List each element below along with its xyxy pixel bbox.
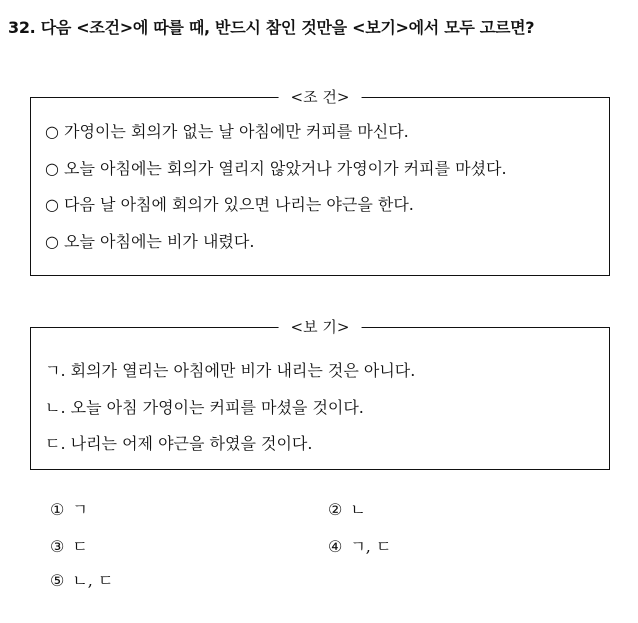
condition-item: ○ 가영이는 회의가 없는 날 아침에만 커피를 마신다. [45, 122, 409, 141]
conditions-box [30, 88, 610, 276]
options-title: <보 기> [279, 317, 362, 337]
answer-number: ⑤ [50, 571, 65, 590]
answer-choice-4[interactable] [328, 537, 391, 557]
option-item: ㄴ. 오늘 아침 가영이는 커피를 마셨을 것이다. [45, 397, 364, 417]
answer-number: ③ [50, 537, 65, 556]
question-text: 32. 다음 <조건>에 따를 때, 반드시 참인 것만을 <보기>에서 모두 고르면? [8, 18, 535, 37]
answer-choice-5[interactable] [50, 571, 113, 591]
option-item: ㄱ. 회의가 열리는 아침에만 비가 내리는 것은 아니다. [45, 361, 416, 380]
condition-item: ○ 오늘 아침에는 비가 내렸다. [45, 231, 255, 251]
condition-item: ○ 다음 날 아침에 회의가 있으면 나리는 야근을 한다. [45, 195, 414, 214]
answer-number: ① [50, 500, 65, 519]
answer-number: ② [328, 500, 343, 519]
conditions-title: <조 건> [279, 87, 362, 107]
answer-text: ㄴ, ㄷ [72, 571, 114, 590]
answer-choice-2[interactable] [328, 500, 366, 520]
answer-choice-1[interactable] [50, 500, 88, 520]
answer-choice-3[interactable] [50, 537, 88, 557]
option-item: ㄷ. 나리는 어제 야근을 하였을 것이다. [45, 434, 313, 453]
answer-text: ㄴ [350, 500, 366, 519]
conditions-list [45, 122, 507, 268]
options-list [45, 361, 415, 471]
options-box [30, 318, 610, 470]
answer-choices [50, 500, 610, 600]
condition-item: ○ 오늘 아침에는 회의가 열리지 않았거나 가영이가 커피를 마셨다. [45, 158, 507, 178]
answer-text: ㄱ [72, 500, 88, 519]
answer-text: ㄷ [72, 537, 88, 556]
answer-number: ④ [328, 537, 343, 556]
answer-text: ㄱ, ㄷ [350, 537, 392, 556]
